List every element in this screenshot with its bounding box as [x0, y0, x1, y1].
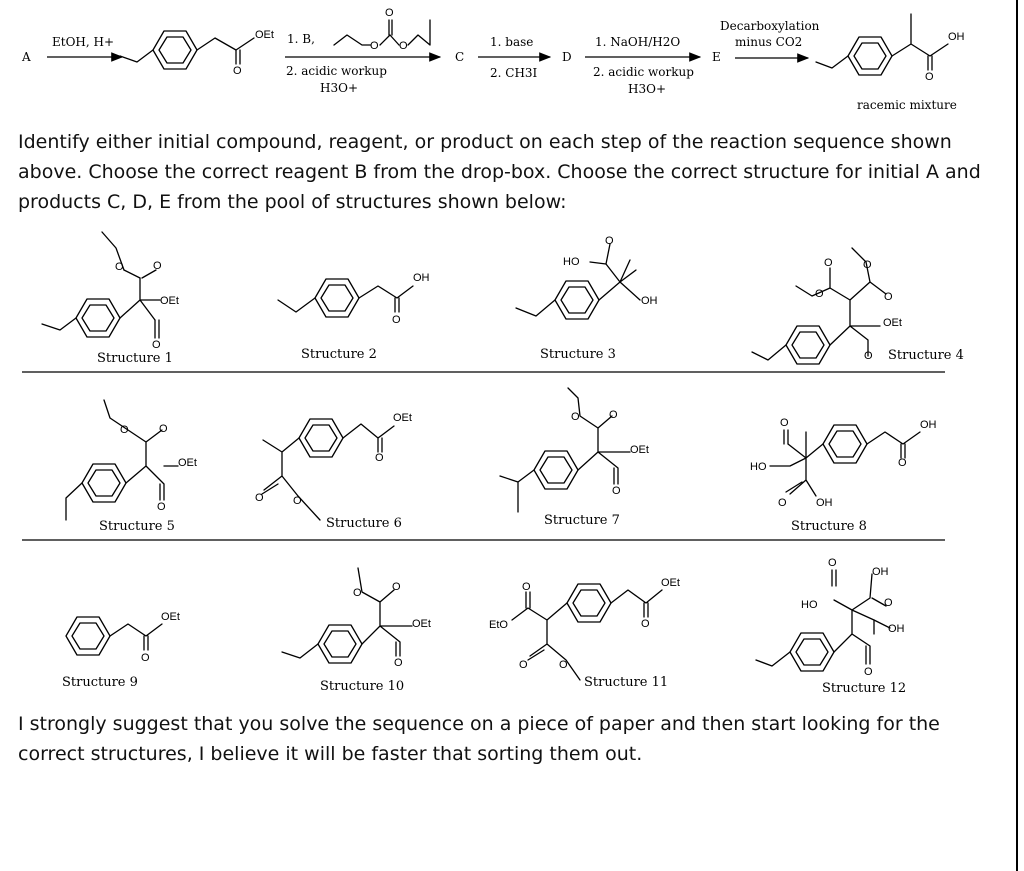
step3-reagent-2: 2. CH3I — [490, 66, 538, 80]
o-label: O — [385, 7, 394, 19]
o-label: O — [153, 260, 162, 272]
oet-label: OEt — [178, 457, 197, 469]
oh-label: OH — [920, 419, 937, 431]
ho-label: HO — [563, 256, 580, 268]
oh-label: OH — [641, 295, 658, 307]
o-label: O — [609, 409, 618, 421]
structure-9 — [62, 611, 180, 690]
o-label: O — [884, 291, 893, 303]
compound-a-label: A — [22, 50, 31, 64]
o-label: O — [559, 659, 568, 671]
compound-d-label: D — [562, 50, 572, 64]
step4-reagent-2: 2. acidic workup — [593, 65, 694, 79]
structure-9-caption: Structure 9 — [62, 675, 138, 690]
o-label: O — [370, 40, 379, 52]
structure-12 — [756, 557, 906, 696]
step5-reagent-1: Decarboxylation — [720, 19, 820, 33]
o-label: O — [780, 417, 789, 429]
o-label: O — [824, 257, 833, 269]
oet-label: OEt — [160, 295, 179, 307]
step4-reagent-1: 1. NaOH/H2O — [595, 35, 681, 49]
oh-label: OH — [413, 272, 430, 284]
o-label: O — [141, 652, 150, 664]
racemic-note: racemic mixture — [857, 98, 957, 112]
oh-label: OH — [948, 31, 965, 43]
structure-1 — [42, 232, 179, 366]
structure-12-caption: Structure 12 — [822, 681, 907, 696]
o-label: O — [864, 350, 873, 362]
o-label: O — [375, 452, 384, 464]
oet-label: OEt — [630, 444, 649, 456]
o-label: O — [392, 581, 401, 593]
o-label: O — [293, 495, 302, 507]
step4-reagent-3: H3O+ — [628, 82, 666, 96]
structure-4 — [752, 248, 964, 364]
oh-label: OH — [816, 497, 833, 509]
structure-7-caption: Structure 7 — [544, 513, 620, 528]
step5-reagent-2: minus CO2 — [735, 35, 803, 49]
o-label: O — [157, 501, 166, 513]
ho-label: HO — [750, 461, 767, 473]
o-label: O — [605, 235, 614, 247]
compound-c-label: C — [455, 50, 465, 64]
reaction-scheme — [21, 7, 965, 112]
step3-reagent-1: 1. base — [490, 35, 534, 49]
eto-label: EtO — [489, 619, 508, 631]
structure-10-caption: Structure 10 — [320, 679, 405, 694]
o-label: O — [152, 339, 161, 351]
ester-scheme-molecule — [120, 29, 274, 77]
question-text: Identify either initial compound, reagent, or product on each step of the reaction sequence shown above. Choose the correct reagent B from the drop-box. Choose the correct structure for initial A and products C, D, E from the pool of structures shown below: — [18, 131, 981, 213]
ho-label: HO — [801, 599, 818, 611]
o-label: O — [898, 457, 907, 469]
o-label: O — [115, 261, 124, 273]
oet-label: OEt — [883, 317, 902, 329]
structure-10 — [282, 568, 431, 694]
step2-reagent-3: H3O+ — [320, 81, 358, 95]
right-border — [1016, 0, 1018, 871]
o-label: O — [519, 659, 528, 671]
final-product-structure — [816, 14, 965, 83]
o-label: O — [392, 314, 401, 326]
structure-3-caption: Structure 3 — [540, 347, 616, 362]
step2-reagent-1: 1. B, — [287, 32, 315, 46]
reagent-b-structure — [334, 7, 430, 52]
o-label: O — [778, 497, 787, 509]
oh-label: OH — [888, 623, 905, 635]
structure-5-caption: Structure 5 — [99, 519, 175, 534]
o-label: O — [884, 597, 893, 609]
hint-text: I strongly suggest that you solve the sequence on a piece of paper and then start looking for the correct structures, I believe it will be faster that sorting them out. — [18, 713, 940, 765]
structure-8-caption: Structure 8 — [791, 519, 867, 534]
oet-label: OEt — [161, 611, 180, 623]
structure-2 — [278, 272, 430, 362]
structure-8 — [750, 417, 937, 534]
step2-reagent-2: 2. acidic workup — [286, 64, 387, 78]
o-label: O — [522, 581, 531, 593]
oet-label: OEt — [393, 412, 412, 424]
o-label: O — [828, 557, 837, 569]
structure-6-caption: Structure 6 — [326, 516, 402, 531]
o-label: O — [399, 40, 408, 52]
o-label: O — [641, 618, 650, 630]
structure-5 — [66, 400, 197, 534]
structure-11 — [489, 577, 680, 690]
structure-4-caption: Structure 4 — [888, 348, 964, 363]
o-label: O — [159, 423, 168, 435]
structure-3 — [516, 235, 658, 362]
o-label: O — [571, 411, 580, 423]
structure-7 — [500, 388, 649, 528]
step1-reagent: EtOH, H+ — [52, 35, 115, 49]
oet-label: OEt — [412, 618, 431, 630]
oet-label: OEt — [661, 577, 680, 589]
structure-1-caption: Structure 1 — [97, 351, 173, 366]
structure-2-caption: Structure 2 — [301, 347, 377, 362]
structure-11-caption: Structure 11 — [584, 675, 669, 690]
o-label: O — [233, 65, 242, 77]
o-label: O — [394, 657, 403, 669]
o-label: O — [864, 666, 873, 678]
oh-label: OH — [872, 566, 889, 578]
structure-6 — [255, 412, 412, 531]
o-label: O — [815, 288, 824, 300]
o-label: O — [120, 424, 129, 436]
o-label: O — [255, 492, 264, 504]
o-label: O — [612, 485, 621, 497]
oet-label: OEt — [255, 29, 274, 41]
compound-e-label: E — [712, 50, 721, 64]
o-label: O — [353, 587, 362, 599]
o-label: O — [925, 71, 934, 83]
o-label: O — [863, 259, 872, 271]
